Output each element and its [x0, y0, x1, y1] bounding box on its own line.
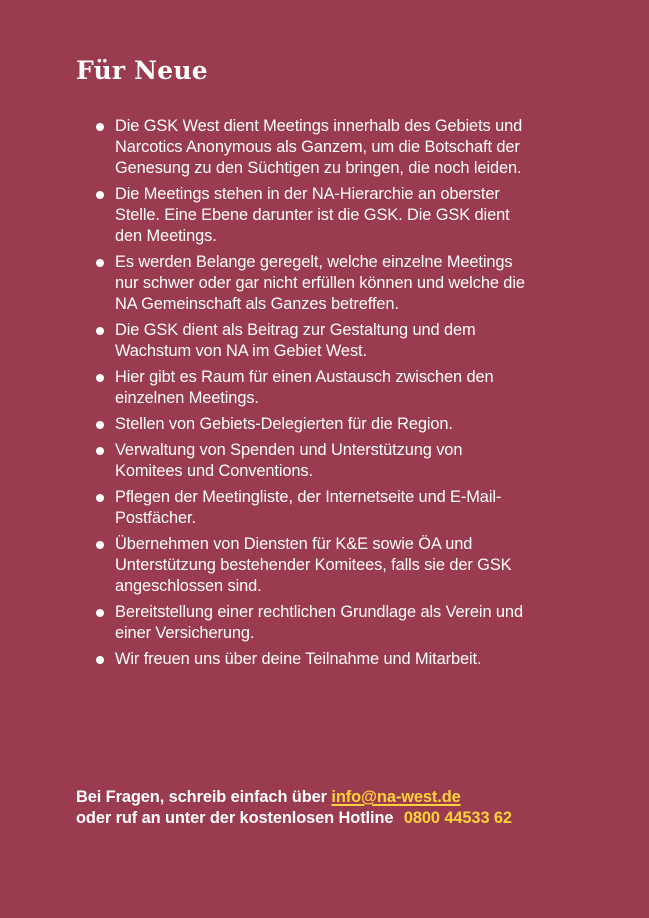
contact-hotline-prefix: oder ruf an unter der kostenlosen Hotline	[76, 809, 394, 827]
list-item	[96, 320, 526, 362]
list-item	[96, 414, 526, 435]
list-item-text: Wir freuen uns über deine Teilnahme und Mitarbeit.	[115, 650, 482, 668]
list-item	[96, 367, 526, 409]
bullet-dot-icon	[96, 191, 104, 199]
contact-line-hotline	[76, 808, 636, 829]
bullet-dot-icon	[96, 541, 104, 549]
contact-info	[76, 787, 636, 829]
list-item-text: Stellen von Gebiets-Delegierten für die Region.	[115, 415, 453, 433]
list-item-text: Die GSK West dient Meetings innerhalb des Gebiets und Narcotics Anonymous als Ganzem, um die Botschaft der Genesung zu den Süchtigen zu bringen, die noch leiden.	[115, 117, 523, 177]
bullet-dot-icon	[96, 447, 104, 455]
list-item	[96, 534, 526, 597]
list-item-text: Verwaltung von Spenden und Unterstützung von Komitees und Conventions.	[115, 441, 463, 480]
hotline-number: 0800 44533 62	[403, 809, 512, 827]
list-item	[96, 116, 526, 179]
bullet-dot-icon	[96, 259, 104, 267]
list-item	[96, 252, 526, 315]
bullet-dot-icon	[96, 656, 104, 664]
page-title: Für Neue	[76, 56, 208, 85]
contact-email-prefix: Bei Fragen, schreib einfach über	[76, 788, 327, 806]
list-item-text: Übernehmen von Diensten für K&E sowie ÖA und Unterstützung bestehender Komitees, falls sie der GSK angeschlossen sind.	[115, 535, 512, 595]
email-link[interactable]: info@na-west.de	[331, 788, 461, 806]
bullet-dot-icon	[96, 327, 104, 335]
list-item-text: Bereitstellung einer rechtlichen Grundlage als Verein und einer Versicherung.	[115, 603, 523, 642]
list-item-text: Die Meetings stehen in der NA-Hierarchie an oberster Stelle. Eine Ebene darunter ist die GSK. Die GSK dient den Meetings.	[115, 185, 510, 245]
list-item-text: Pflegen der Meetingliste, der Internetseite und E-Mail-Postfächer.	[115, 488, 502, 527]
list-item	[96, 440, 526, 482]
bullet-dot-icon	[96, 609, 104, 617]
list-item-text: Die GSK dient als Beitrag zur Gestaltung und dem Wachstum von NA im Gebiet West.	[115, 321, 476, 360]
bullet-list	[96, 116, 526, 675]
list-item-text: Hier gibt es Raum für einen Austausch zwischen den einzelnen Meetings.	[115, 368, 494, 407]
bullet-dot-icon	[96, 421, 104, 429]
list-item	[96, 602, 526, 644]
contact-line-email	[76, 787, 636, 808]
list-item	[96, 487, 526, 529]
list-item-text: Es werden Belange geregelt, welche einzelne Meetings nur schwer oder gar nicht erfüllen können und welche die NA Gemeinschaft als Ganzes betreffen.	[115, 253, 525, 313]
list-item	[96, 649, 526, 670]
list-item	[96, 184, 526, 247]
bullet-dot-icon	[96, 123, 104, 131]
bullet-dot-icon	[96, 374, 104, 382]
bullet-dot-icon	[96, 494, 104, 502]
